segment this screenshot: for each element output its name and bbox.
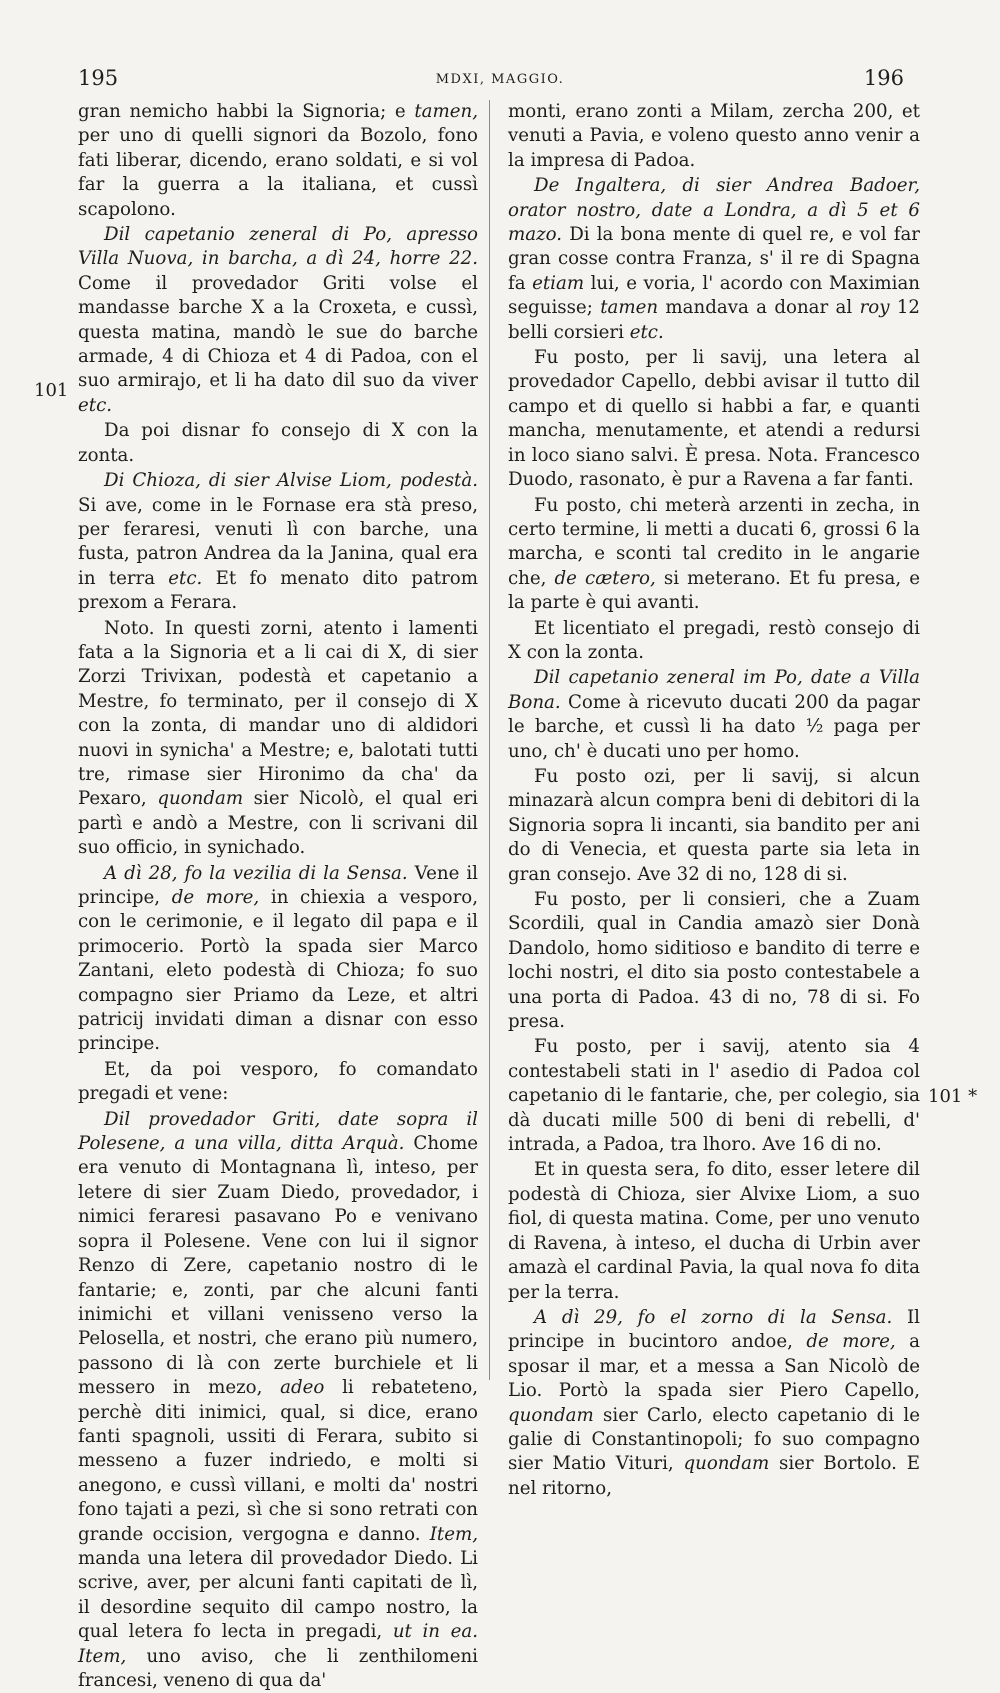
paragraph: A dì 29, fo el zorno di la Sensa. Il principe in bucintoro andoe, de more, a sposar il mar, et a messa a San Nicolò de Lio. Portò la spada sier Piero Capello, quondam sier Carlo, electo capetanio di le galie di Constantinopoli; fo suo compagno sier Matio Vituri, quondam sier Bortolo. E nel ritorno, [508, 1306, 921, 1499]
paragraph: Fu posto, per li consieri, che a Zuam Scordili, qual in Candia amazò sier Donà Dandolo, homo siditioso e bandito di terre e lochi nostri, el dito sia posto contestabele a una porta di Padoa. 43 di no, 78 di si. Fo presa. [508, 889, 920, 1033]
paragraph: Et in questa sera, fo dito, esser letere dil podestà di Chioza, sier Alvixe Liom, a suo fiol, di questa matina. Come, per uno venuto di Ravena, à inteso, el ducha di Urbin aver amazà el cardinal Pavia, la qual nova fo dita per la terra. [508, 1159, 920, 1303]
paragraph: Dil capetanio zeneral di Po, apresso Villa Nuova, in barcha, a dì 24, horre 22. Come il provedador Griti volse el mandasse barche X a la Croxeta, e cussì, questa matina, mandò le sue do barche armade, 4 di Chioza et 4 di Padoa, con el suo armirajo, et li ha dato dil suo da viver etc. [78, 224, 478, 416]
paragraph: Et licentiato el pregadi, restò consejo di X con la zonta. [508, 617, 920, 663]
paragraph: monti, erano zonti a Milam, zercha 200, et venuti a Pavia, e voleno questo anno venir a la impresa di Padoa. [508, 101, 920, 171]
paragraph: Dil provedador Griti, date sopra il Polesene, a una villa, ditta Arquà. Chome era venuto di Montagnana lì, inteso, per letere di sier Zuam Diedo, provedador, i nimici feraresi pasavano Po e venivano sopra il Polesene. Vene con lui il signor Renzo di Zere, capetanio nostro di le fantarie; e, zonti, par che alcuni fanti inimichi et villani venisseno verso la Pelosella, et nostri, che erano più numero, passono di là con zerte burchiele et li messero in mezo, adeo li rebatetenо, perchè diti inimici, qual, si dice, erano fanti spagnoli, ussiti di Ferara, subito si messeno a fuzer indriedo, e molti si anegono, e cussì villani, e molti da' nostri fono tajati a pezi, sì che si sono retrati con grande occision, vergogna e danno. Item, manda una letera dil provedador Diedo. Li scrive, aver, per alcuni fanti capitati de lì, il desordine sequito dil campo nostro, la qual letera fo lecta in pregadi, ut in ea. Item, uno aviso, che li zenthilomeni francesi, veneno di qua da' [78, 1108, 478, 1691]
paragraph: Da poi disnar fo consejo di X con la zonta. [78, 420, 478, 466]
column-divider [489, 100, 490, 1380]
paragraph: A dì 28, fo la vezilia di la Sensa. Vene il principe, de more, in chiexia a vesporo, con le cerimonie, e il legato dil papa e il primocerio. Portò la spada sier Marco Zantani, eleto podestà di Chioza; fo suo compagno sier Priamo da Leze, et altri patricij invidati diman a disnar con esso principe. [78, 862, 478, 1055]
paragraph: Et, da poi vesporo, fo comandato pregadi et vene: [78, 1058, 478, 1105]
left-column [78, 100, 478, 1693]
margin-note-left: 101 [34, 380, 69, 401]
page-number-left: 195 [78, 66, 119, 90]
paragraph: Fu posto, per i savij, atento sia 4 contestabeli stati in l' asedio di Padoa col capetanio di le fantarie, che, per colegio, sia dà ducati mille 500 di beni di rebelli, d' intrada, a Padoa, tra lhoro. Ave 16 di no. [508, 1036, 920, 1156]
paragraph: Fu posto ozi, per li savij, si alcun minazarà alcun compra beni di debitori di la Signoria sopra li incanti, sia bandito per ani do di Venecia, et questa parte sia leta in gran consejo. Ave 32 di no, 128 di si. [508, 765, 920, 885]
paragraph: Fu posto, chi meterà arzenti in zecha, in certo termine, li metti a ducati 6, grossi 6 la marcha, e sconti tal credito in le angarie che, de cætero, si meterano. Et fu presa, e la parte è qui avanti. [508, 494, 920, 614]
right-column [508, 100, 920, 1501]
paragraph: gran nemicho habbi la Signoria; e tamen, per uno di quelli signori da Bozolo, fono fati liberar, dicendo, erano soldati, e si vol far la guerra a la italiana, et cussì scapolono. [78, 101, 478, 220]
paragraph: Dil capetanio zeneral im Po, date a Villa Bona. Come à ricevuto ducati 200 da pagar le barche, et cussì li ha dato ½ paga per uno, ch' è ducati uno per homo. [508, 667, 920, 762]
paragraph: Fu posto, per li savij, una letera al provedador Capello, debbi avisar il tutto dil campo et di quello si habbi a far, e quanti mancha, menutamente, et atendi a redursi in loco siano salvi. È presa. Nota. Francesco Duodo, rasonato, è pur a Ravena a far fanti. [508, 347, 920, 491]
running-title: MDXI, MAGGIO. [435, 72, 565, 87]
paragraph: Di Chioza, di sier Alvise Liom, podestà. Si ave, come in le Fornase era stà preso, per feraresi, venuti lì con barche, una fusta, patron Andrea da la Janina, qual era in terra etc. Et fo menato dito patrom prexom a Ferara. [78, 470, 478, 614]
paragraph: Noto. In questi zorni, atento i lamenti fata a la Signoria et a li cai di X, di sier Zorzi Trivixan, podestà et capetanio a Mestre, fo terminato, per il consejo di X con la zonta, di mandar uno di aldidori nuovi in synicha' a Mestre; e, balotati tutti tre, rimase sier Hironimo da cha' da Pexaro, quondam sier Nicolò, el qual eri partì e andò a Mestre, con li scrivani dil suo officio, in synichado. [78, 617, 478, 859]
margin-note-right: 101 * [928, 1086, 978, 1107]
paragraph: De Ingaltera, di sier Andrea Badoer, orator nostro, date a Londra, a dì 5 et 6 mazo. Di la bona mente di quel re, e vol far gran cosse contra Franza, s' il re di Spagna fa etiam lui, e voria, l' acordo con Maximian seguisse; tamen mandava a donar al roy 12 belli corsieri etc. [508, 175, 921, 343]
page-number-right: 196 [863, 66, 904, 90]
